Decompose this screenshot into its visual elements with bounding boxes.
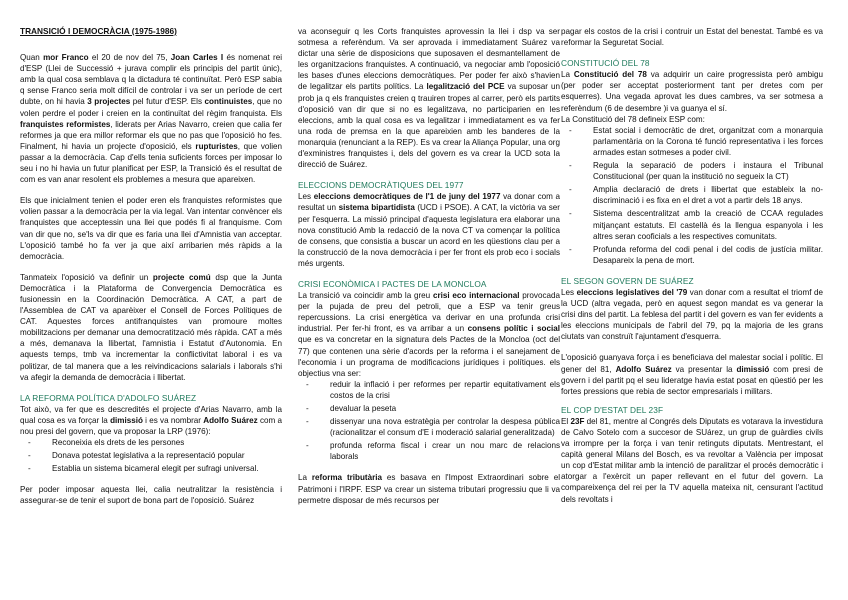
page-title: TRANSICIÓ I DEMOCRÀCIA (1975-1986): [20, 26, 177, 36]
section-heading: CONSTITUCIÓ DEL 78: [561, 58, 650, 69]
list-item: - Donava potestat legislativa a la representació popular: [52, 450, 282, 461]
paragraph: va aconseguir q les Corts franquistes aprovessin la llei i dsp va ser sotmesa a referèndum. Va ser aprovada i immediatament Suárez va dictar una sèrie de disposicions que suposaven el desmantellament de les organitzacions franquistes. A continuació, va negociar amb l'oposició les bases d'unes eleccions democràtiques. Per poder fer això s'havien de legalitzar els partits polítics. La legalització del PCE va suposar un prob ja q els franquistes creien q trauiren tropes al carrer, però els partits d'oposició van dir que si no es legalitzava, no participarien en les eleccions, amb la qual cosa es va legalitzar i immediatament es va fer una roda de premsa en la que apareixien amb les banderes de la monarquia (renunciant a la REP). Es va crear la Aliança Popular, una org d'exministres franquistes i, dels del govern es va crear la UCD sota la direcció de Suárez.: [298, 27, 561, 170]
bullet-list: [561, 125, 823, 266]
paragraph: Per poder imposar aquesta llei, calia neutralitzar la resistència i assegurar-se de tenir el suport de bona part de l'oposició. Suárez: [20, 485, 282, 506]
paragraph: pagar els costos de la crisi i contruir un Estat del benestat. També es va reformar la Seguretat Social.: [561, 27, 823, 48]
paragraph: La Constitució del 78 defineix ESP com:: [561, 114, 705, 124]
paragraph: La reforma tributària es basava en l'Impost Extraordinari sobre el Patrimoni i l'IRPF. ESP va crear un sistema tributari progressiu que li va permetre disposar de més recursos per: [298, 473, 561, 505]
list-item: - devaluar la peseta: [330, 403, 560, 414]
list-item: - dissenyar una nova estratègia per controlar la despesa pública (racionalitzar el consum d'E i moderació salarial generalitzada): [330, 416, 560, 438]
list-item: - Profunda reforma del codi penal i del codis de justícia militar. Desapareix la pena de mort.: [593, 244, 823, 266]
paragraph: Tot això, va fer que es descredités el projecte d'Arias Navarro, amb la qual cosa es va forçar la dimissió i es va nombrar Adolfo Suárez com a nou presi del govern, que va proposar la LRP (1976):: [20, 404, 283, 436]
list-item: - Regula la separació de poders i instaura el Tribunal Constitucional (per quan la institució no segueix la CT): [593, 160, 823, 182]
column-3: [561, 26, 823, 515]
section-heading: CRISI ECONÒMICA I PACTES DE LA MONCLOA: [298, 278, 487, 289]
bullet-list: [298, 379, 560, 463]
paragraph: El 23F del 81, mentre al Congrés dels Diputats es votarava la investidura de Calvo Sotelo com a succesor de SUárez, un grup de guàrdies civils va irrompre per la força i van tenir retinguts diputats. Mentrestant, el capità general Milans del Bosch, es va revoltar a València per imposat un cop d'Estat militar amb la intenció de paralitzar el procés democràtic i atorgar a l'exèrcit un paper rellevant en el futur del govern. La compareixença del rei per la TV aquella mateixa nit, censurant l'actitud dels revoltats i: [561, 416, 823, 504]
column-1: [20, 26, 282, 517]
paragraph: L'oposició guanyava força i es beneficiava del malestar social i polític. El gener del 81, Adolfo Suárez va presentar la dimissió com presi de govern i del partit pq el seu lideratge havia estat posat en qüestió per les fortes pressions que rebia de sector empresarials i militars.: [561, 353, 823, 396]
paragraph: La Constitució del 78 va adquirir un caire progressista però ambigu (per poder ser acceptat posteriorment tant per dretes com per esquerres). Una vegada aprovat les dues cambres, va ser sotmesa a referèndum (6 de desembre )i va guanya el sí.: [561, 70, 823, 113]
list-item: - Reconeixia els drets de les persones: [52, 437, 282, 448]
list-item: - reduir la inflació i per reformes per repartir equitativament els costos de la crisi: [330, 379, 560, 401]
list-item: - profunda reforma fiscal i crear un nou marc de relacions laborals: [330, 440, 560, 462]
list-item: - Amplia declaració de drets i llibertat que estableix la no-discriminació i es fixa en el dret a vot a partir dels 18 anys.: [593, 184, 823, 206]
paragraph: Les eleccions legislatives del '79 van donar com a resultat el triomf de la UCD (altra vegada, però en aquest segon mandat es va generar la crisi dins del partit. La feblesa del partit i del govern es van fer evidents a les eleccions municipals de l'abril del 79, pq la majoria de les grans ciutats van construït l'ajuntament d'esquerra.: [561, 287, 823, 342]
list-item: - Estat social i democràtic de dret, organitzat com a monarquia parlamentària on la Corona té funció representativa i les forces armades estan sotmeses a poder civil.: [593, 125, 823, 158]
paragraph: Tanmateix l'oposició va definir un projecte comú dsp que la Junta Democràtica i la Plataforma de Convergencia Democràtica es fusionessin en la Coordinación Democràtica. A CAT, a part de l'Assemblea de CAT va aparèixer el Consell de Forces Polítiques de CAT. Aquestes forces antifranquistes van promoure moltes mobilitzacions per demanar una democratització més ràpida. CAT a més a més, demanava la llibertat, l'amnistia i Estatut d'Autonomia. En aquests temps, tmb va incrementar la conflictivitat laboral i es va politizar, de tal manera que a les reivindicacions salarials i laborals s'hi va afegir la demanda de democràcia i llibertat.: [20, 272, 282, 382]
paragraph: Quan mor Franco el 20 de nov del 75, Joan Carles I és nomenat rei d'ESP (Llei de Successió + jurava complir els principis del partit únic), amb la qual cosa semblava q la dictadura té continuïtat. Però ESP sabia q sense Franco seria molt difícil de controlar i va ser un període de cert dubte, on hi havia 3 projectes pel futur d'ESP. Els continuistes, que no volen perdre el poder i creien en la continuïtat del règim franquista. Els franquistes reformistes, liderats per Arias Navarro, creien que calia fer reformes ja que era millor reformar els que no pas que l'oposició ho fes. Finalment, hi havia un projecte d'oposició, els rupturistes, que volien passar a la democràcia. Cap d'ells tenia suficients forces per imposar lo seu i no hi havia un futur planificat per ESP, la Transició és el resultat de com es van anar resolent els problemes a mesura que apareixen.: [20, 53, 282, 185]
paragraph: Les eleccions democràtiques de l'1 de juny del 1977 va donar com a resultat un sistema bipartidista (UCD i PSOE). A CAT, la victòria va ser per l'esquerra. La missió principal d'aquesta legislatura era elaborar una nova constitució Amb la redacció de la nova CT va començar la política de consens, que consistia a buscar un acord en les qüestions clau per a la construcció de la nova democràcia i per fer front els prob eco i socials més urgents.: [298, 192, 561, 268]
list-item: - Sistema descentralitzat amb la creació de CCAA regulades mitjançant estatuts. El castellà és la llengua espanyola i les altres seran cooficials a les respectives comunitats.: [593, 208, 823, 241]
column-2: [298, 26, 560, 516]
section-heading: LA REFORMA POLÍTICA D'ADOLFO SUÁREZ: [20, 392, 197, 403]
section-heading: ELECCIONS DEMOCRÀTIQUES DEL 1977: [298, 180, 464, 191]
section-heading: EL SEGON GOVERN DE SUÁREZ: [561, 275, 694, 286]
bullet-list: [20, 437, 282, 474]
section-heading: EL COP D'ESTAT DEL 23F: [561, 404, 664, 415]
paragraph: Els que inicialment tenien el poder eren els franquistes reformistes que volien passar a la democràcia per la via legal. Van intentar convèncer els franquistes que acceptessin una llei que podés fi al franquisme. Com van dir que no, se'ls va dir que es faria una llei d'Amnistia van acceptar. L'oposició també ho fa ver ja que així arribarien més ràpids a la democràcia.: [20, 196, 282, 261]
list-item: - Establia un sistema bicameral elegit per sufragi universal.: [52, 463, 282, 474]
paragraph: La transició va coincidir amb la greu crisi eco internacional provocada per la pujada de preu del petroli, que a ESP va tenir greus repercussions. La crisi energètica va derivar en una profunda crisi industrial. Per fer-hi front, es va arribar a un consens polític i social que es va concretar en la signatura dels Pactes de la Moncloa (oct del 77) que contenen una sèrie d'acords per la reforma i el sanejament de l'economia i un programa de modificacions jurídiques i polítiques. els objectius vna ser:: [298, 291, 561, 378]
